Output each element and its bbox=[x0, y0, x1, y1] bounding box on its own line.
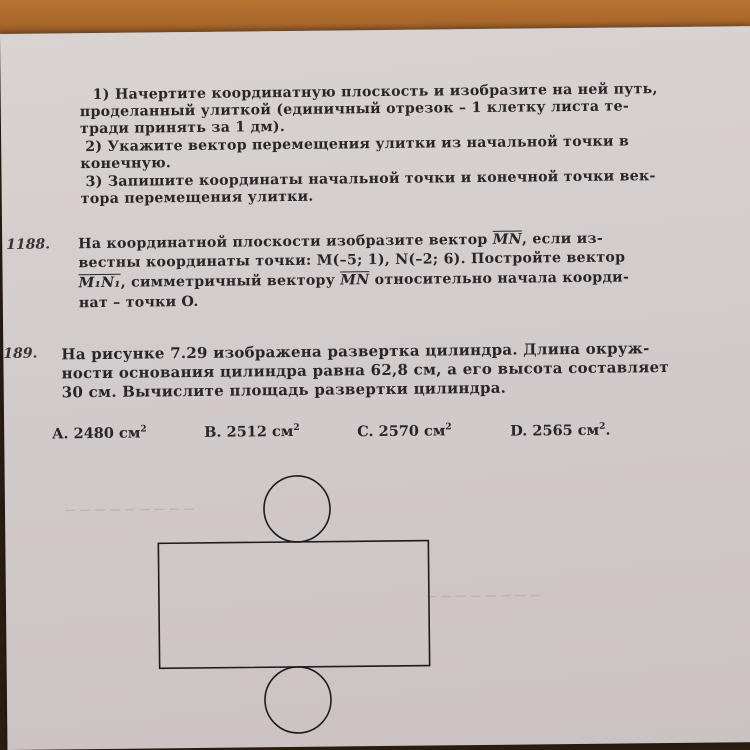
option-sup: 2 bbox=[445, 422, 452, 433]
task-1188-line-2: вестны координаты точки: M(–5; 1), N(–2; 6). Постройте вектор bbox=[78, 249, 626, 272]
show-through-text: — — — — — — — — — bbox=[64, 501, 195, 517]
task-1188-text: , симметричный вектору bbox=[120, 272, 341, 291]
answer-option-d: D. 2565 $см^2$. bbox=[510, 421, 611, 440]
task-prev-line: 3) Запишите координаты начальной точки и конечной точки век- bbox=[85, 168, 656, 191]
vector-mn: $\overline{MN}$ bbox=[492, 231, 523, 248]
task-prev-line: тора перемещения улитки. bbox=[80, 188, 314, 208]
top-base-circle bbox=[264, 476, 331, 543]
task-1188-text: , если из- bbox=[521, 230, 604, 248]
task-prev-line: 1) Начертите координатную плоскость и изобразите на ней путь, bbox=[92, 81, 658, 104]
task-prev-line: 2) Укажите вектор перемещения улитки из начальной точки в bbox=[85, 133, 630, 156]
vector-mn: $\overline{MN}$ bbox=[340, 272, 370, 289]
lateral-surface-rect bbox=[158, 541, 429, 669]
option-value: 2570 см bbox=[378, 422, 446, 441]
task-prev-line: тради принять за 1 дм). bbox=[79, 119, 286, 138]
bottom-base-circle bbox=[265, 667, 332, 734]
task-1188-text: На координатной плоскости изобразите вектор bbox=[78, 231, 493, 253]
option-sup: 2 bbox=[599, 421, 606, 432]
textbook-page bbox=[0, 26, 750, 750]
cylinder-net-figure bbox=[0, 26, 750, 750]
task-1188-line-4: нат – точки O. bbox=[78, 293, 199, 312]
task-1188-text: относительно начала коорди- bbox=[369, 269, 630, 289]
task-1189-line: ности основания цилиндра равна 62,8 см, а его высота составляет bbox=[61, 358, 669, 383]
option-letter: A. bbox=[52, 425, 69, 443]
show-through-text: — — — — — — — — bbox=[425, 588, 541, 603]
option-letter: D. bbox=[510, 422, 528, 440]
option-value: 2480 см bbox=[73, 424, 141, 443]
vector-m1n1: M₁N₁ bbox=[78, 274, 121, 292]
task-prev-line: проделанный улиткой (единичный отрезок – 1 клетку листа те- bbox=[79, 98, 630, 121]
option-letter: C. bbox=[357, 423, 374, 441]
task-1189-line: 30 см. Вычислите площадь развертки цилиндра. bbox=[61, 378, 507, 402]
task-1188-number: 1188. bbox=[6, 236, 51, 253]
option-value: 2512 см bbox=[226, 422, 294, 441]
task-1189-line: На рисунке 7.29 изображена развертка цилиндра. Длина окруж- bbox=[61, 339, 650, 364]
option-value: 2565 см bbox=[532, 421, 600, 440]
option-sup: 2 bbox=[293, 422, 300, 433]
option-sup: 2 bbox=[140, 424, 147, 435]
option-letter: B. bbox=[204, 423, 222, 441]
task-prev-line: конечную. bbox=[80, 155, 172, 173]
task-1189-number: 189. bbox=[3, 345, 38, 362]
